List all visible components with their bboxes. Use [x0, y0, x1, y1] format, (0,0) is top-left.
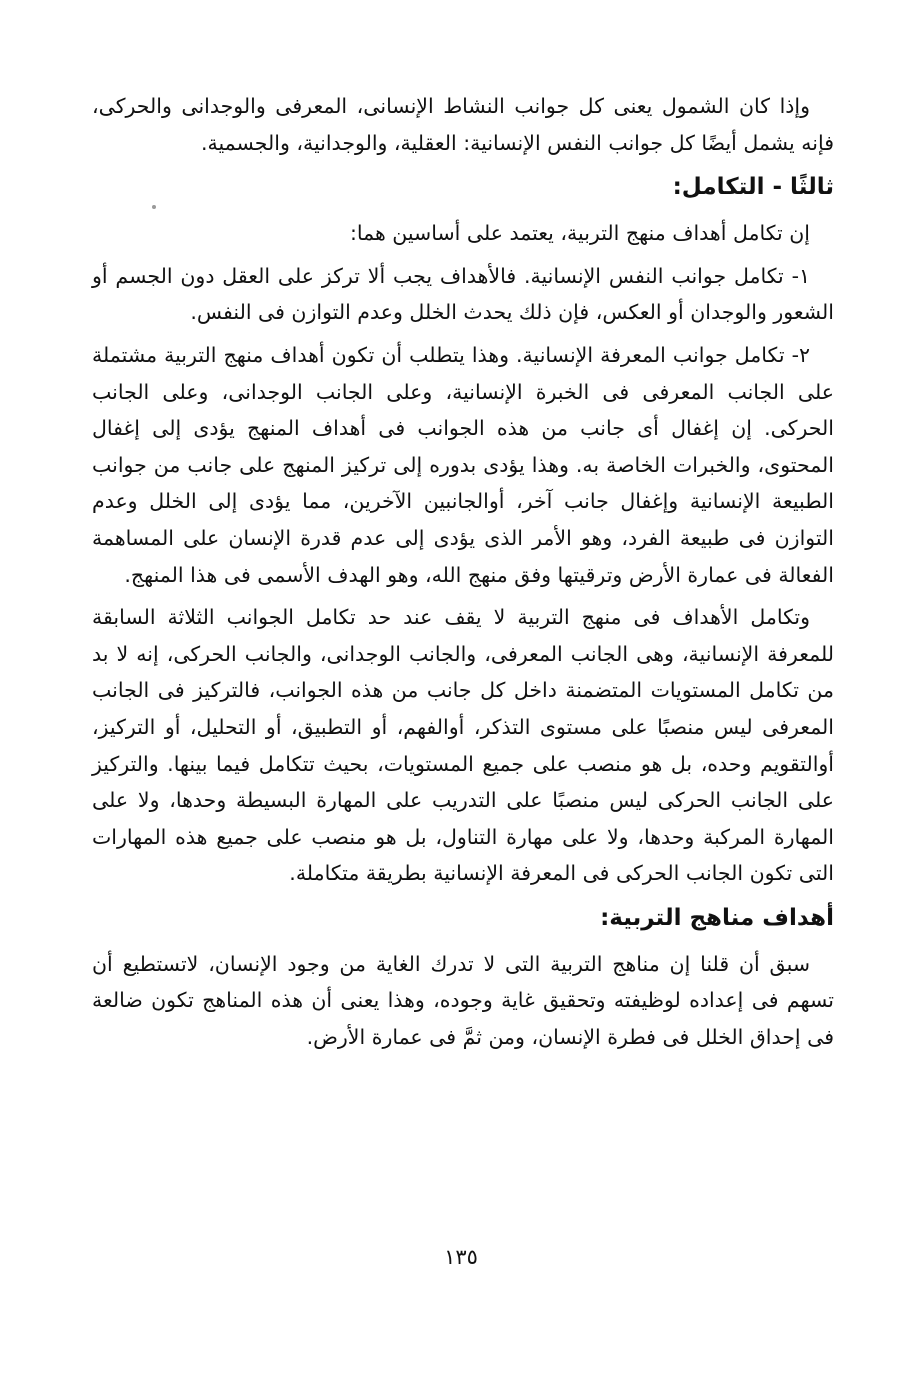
paragraph-levels-integration: وتكامل الأهداف فى منهج التربية لا يقف عند حد تكامل الجوانب الثلاثة السابقة للمعرفة الإنسانية، وهى الجانب المعرفى، والجانب الوجدانى، والجانب الحركى، إنه لا بد من تكامل المستويات المتضمنة داخل كل جانب من هذه الجوانب، فالتركيز فى الجانب المعرفى ليس منصبًا على مستوى التذكر، أوالفهم، أو التطبيق، أو التحليل، أو التركيز، أوالتقويم وحده، بل هو منصب على جميع المستويات، بحيث تتكامل فيما بينها. والتركيز على الجانب الحركى ليس منصبًا على التدريب على المهارة البسيطة وحدها، ولا على المهارة المركبة وحدها، ولا على مهارة التناول، بل هو منصب على جميع هذه المهارات التى تكون الجانب الحركى فى المعرفة الإنسانية بطريقة متكاملة. — [92, 605, 834, 886]
list-item-2: ٢- تكامل جوانب المعرفة الإنسانية. وهذا يتطلب أن تكون أهداف منهج التربية مشتملة على الجانب المعرفى فى الخبرة الإنسانية، وعلى الجانب الوجدانى، وعلى الجانب الحركى. إن إغفال أى جانب من هذه الجوانب فى أهداف المنهج يؤدى إلى إغفال المحتوى، والخبرات الخاصة به. وهذا يؤدى بدوره إلى تركيز المنهج على جانب من جوانب الطبيعة الإنسانية وإغفال جانب آخر، أوالجانبين الآخرين، مما يؤدى إلى الخلل وعدم التوازن فى طبيعة الفرد، وهو الأمر الذى يؤدى إلى عدم قدرة الإنسان على المساهمة الفعالة فى عمارة الأرض وترقيتها وفق منهج الله، وهو الهدف الأسمى فى هذا المنهج. — [92, 342, 834, 587]
section-heading-integration: ثالثًا - التكامل: — [672, 174, 834, 201]
page-body — [92, 88, 834, 1062]
list-item-1: ١- تكامل جوانب النفس الإنسانية. فالأهداف يجب ألا تركز على العقل دون الجسم أو الشعور والوجدان أو العكس، فإن ذلك يحدث الخلل وعدم التوازن فى النفس. — [92, 263, 834, 325]
page-number: ١٣٥ — [444, 1245, 478, 1269]
paragraph-integration-intro: إن تكامل أهداف منهج التربية، يعتمد على أساسين هما: — [349, 221, 810, 246]
section-heading-curriculum-goals: أهداف مناهج التربية: — [600, 904, 834, 931]
paragraph-comprehensiveness: وإذا كان الشمول يعنى كل جوانب النشاط الإنسانى، المعرفى والوجدانى والحركى، فإنه يشمل أيضًا كل جوانب النفس الإنسانية: العقلية، والوجدانية، والجسمية. — [92, 94, 834, 155]
paragraph-curriculum-goals: سبق أن قلنا إن مناهج التربية التى لا تدرك الغاية من وجود الإنسان، لاتستطيع أن تسهم فى إعداده لوظيفته وتحقيق غاية وجوده، وهذا يعنى أن هذه المناهج تكون ضالعة فى إحداق الخلل فى فطرة الإنسان، ومن ثمَّ فى عمارة الأرض. — [92, 951, 834, 1050]
